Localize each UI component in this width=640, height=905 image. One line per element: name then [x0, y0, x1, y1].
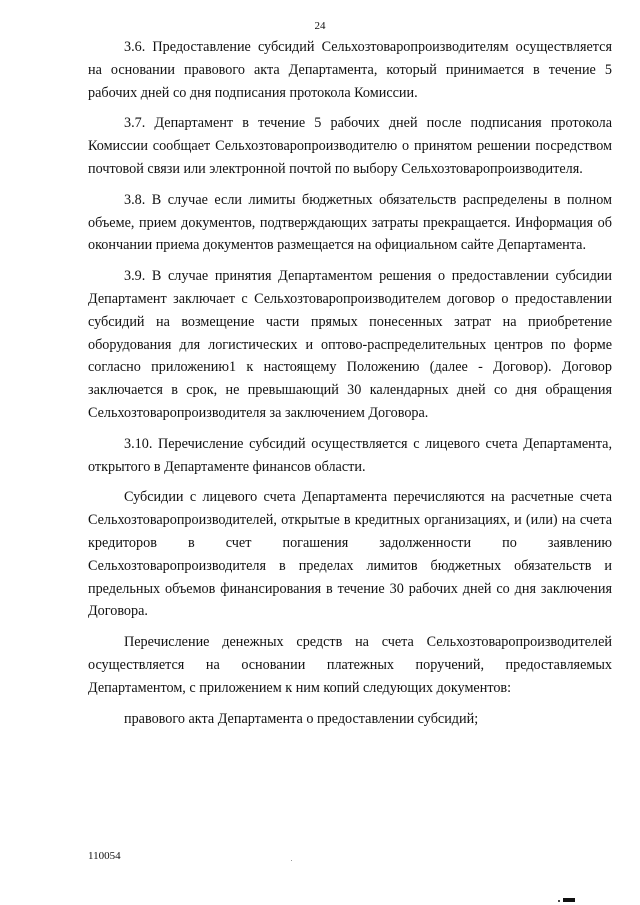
page-number: 24 [314, 20, 326, 32]
paragraph-3-9: 3.9. В случае принятия Департаментом решения о предоставлении субсидии Департамент заключает с Сельхозтоваропроизводителем договор о предоставлении субсидий на возмещение части прямых понесенных затрат на приобретение оборудования для логистических и оптово-распределительных центров по форме согласно приложению1 к настоящему Положению (далее - Договор). Договор заключается в срок, не превышающий 30 календарных дней со дня обращения Сельхозтоваропроизводителя за заключением Договора. [88, 268, 612, 421]
scan-artifact-speck [291, 860, 292, 861]
document-body [88, 36, 612, 738]
paragraph-3-7: 3.7. Департамент в течение 5 рабочих дней после подписания протокола Комиссии сообщает Сельхозтоваропроизводителю о принятом решении посредством почтовой связи или электронной почтой по выбору Сельхозтоваропроизводителя. [88, 115, 612, 177]
paragraph-subsidy-transfer: Субсидии с лицевого счета Департамента перечисляются на расчетные счета Сельхозтоваропроизводителей, открытые в кредитных организациях, и (или) на счета кредиторов в счет погашения задолженности по заявлению Сельхозтоваропроизводителя в пределах лимитов бюджетных обязательств и предельных объемов финансирования в течение 30 рабочих дней со дня заключения Договора. [88, 489, 612, 620]
scan-artifact-mark [563, 898, 575, 902]
scan-artifact-dot [558, 900, 560, 902]
paragraph-payment-orders: Перечисление денежных средств на счета Сельхозтоваропроизводителей осуществляется на основании платежных поручений, предоставляемых Департаментом, с приложением к ним копий следующих документов: [88, 634, 612, 696]
paragraph-3-6: 3.6. Предоставление субсидий Сельхозтоваропроизводителям осуществляется на основании правового акта Департамента, который принимается в течение 5 рабочих дней со дня подписания протокола Комиссии. [88, 39, 612, 101]
paragraph-document-list-item: правового акта Департамента о предоставлении субсидий; [124, 710, 479, 727]
document-code: 110054 [88, 850, 121, 862]
paragraph-3-8: 3.8. В случае если лимиты бюджетных обязательств распределены в полном объеме, прием документов, подтверждающих затраты прекращается. Информация об окончании приема документов размещается на официальном сайте Департамента. [88, 191, 612, 254]
paragraph-3-10: 3.10. Перечисление субсидий осуществляется с лицевого счета Департамента, открытого в Департаменте финансов области. [88, 435, 612, 475]
